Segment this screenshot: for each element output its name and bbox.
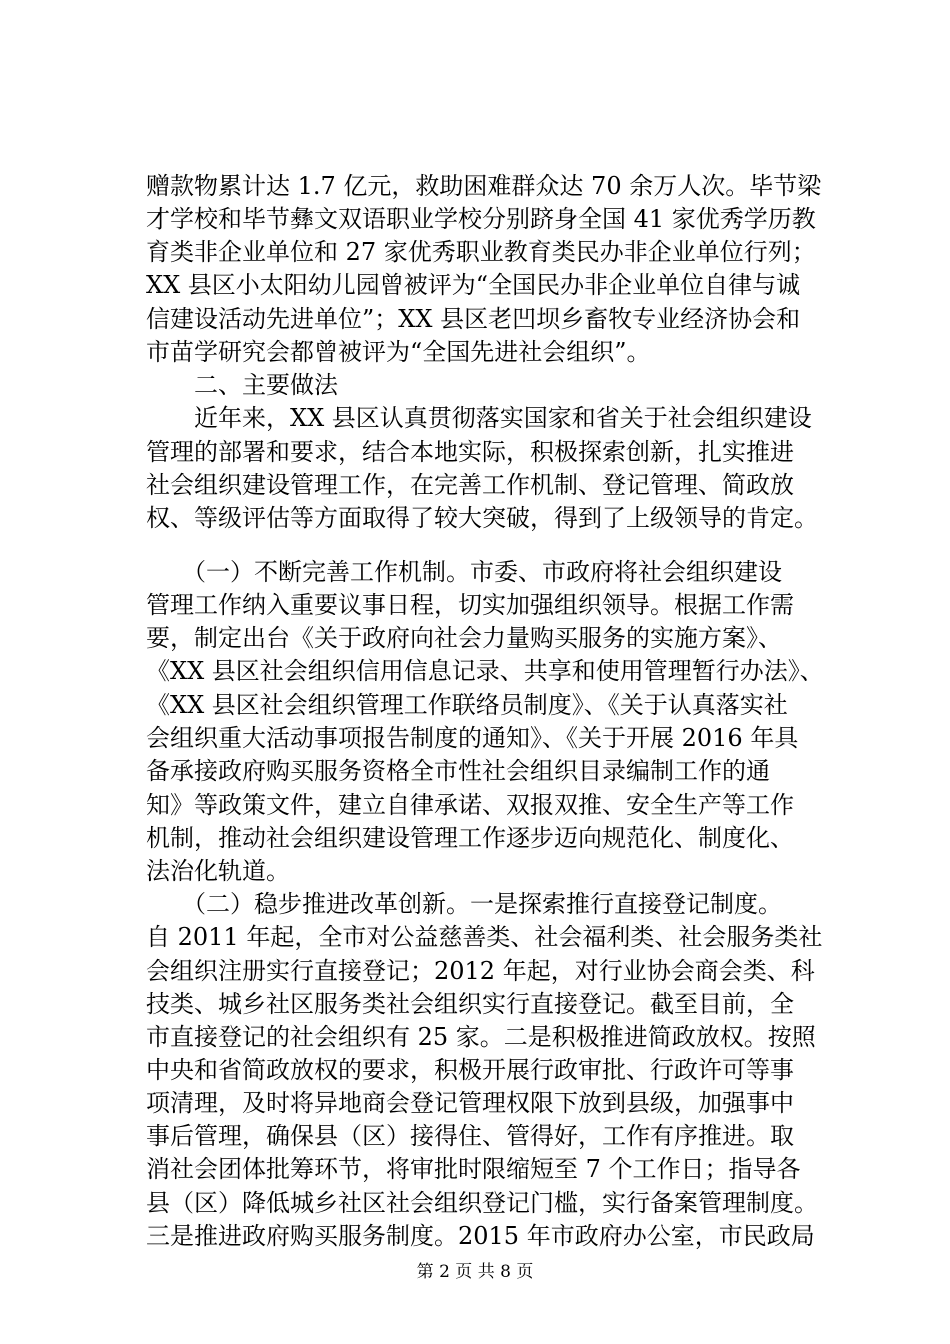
text-line: 才学校和毕节彝文双语职业学校分别跻身全国 41 家优秀学历教 xyxy=(146,205,816,233)
text-line: 要，制定出台《关于政府向社会力量购买服务的实施方案》、 xyxy=(146,624,782,652)
text-line: 会组织重大活动事项报告制度的通知》、《关于开展 2016 年具 xyxy=(146,724,799,752)
text-line: 自 2011 年起，全市对公益慈善类、社会福利类、社会服务类社 xyxy=(146,923,823,951)
text-line: 赠款物累计达 1.7 亿元，救助困难群众达 70 余万人次。毕节梁 xyxy=(146,172,822,200)
text-line: 机制，推动社会组织建设管理工作逐步迈向规范化、制度化、 xyxy=(146,824,794,852)
text-line: 法治化轨道。 xyxy=(146,857,290,885)
text-line: 权、等级评估等方面取得了较大突破，得到了上级领导的肯定。 xyxy=(146,504,818,532)
text-line: XX 县区小太阳幼儿园曾被评为“全国民办非企业单位自律与诚 xyxy=(146,271,801,299)
text-line: 市苗学研究会都曾被评为“全国先进社会组织”。 xyxy=(146,338,651,366)
text-line: 中央和省简政放权的要求，积极开展行政审批、行政许可等事 xyxy=(146,1056,794,1084)
text-line: 《XX 县区社会组织管理工作联络员制度》、《关于认真落实社 xyxy=(146,691,788,719)
text-line: 育类非企业单位和 27 家优秀职业教育类民办非企业单位行列； xyxy=(146,238,816,266)
text-line: 三是推进政府购买服务制度。2015 年市政府办公室，市民政局 xyxy=(146,1222,815,1250)
text-line: 技类、城乡社区服务类社会组织实行直接登记。截至目前，全 xyxy=(146,990,794,1018)
text-line: 市直接登记的社会组织有 25 家。二是积极推进简政放权。按照 xyxy=(146,1023,816,1051)
text-line: 会组织注册实行直接登记；2012 年起，对行业协会商会类、科 xyxy=(146,957,815,985)
text-line: 事后管理，确保县（区）接得住、管得好，工作有序推进。取 xyxy=(146,1122,794,1150)
text-line: 《XX 县区社会组织信用信息记录、共享和使用管理暂行办法》、 xyxy=(146,657,824,685)
text-line: 二、主要做法 xyxy=(146,371,338,399)
text-line: 知》等政策文件，建立自律承诺、双报双推、安全生产等工作 xyxy=(146,791,794,819)
text-line: （一）不断完善工作机制。市委、市政府将社会组织建设 xyxy=(146,558,782,586)
text-line: （二）稳步推进改革创新。一是探索推行直接登记制度。 xyxy=(146,890,782,918)
page-footer: 第 2 页 共 8 页 xyxy=(416,1262,534,1282)
text-line: 社会组织建设管理工作，在完善工作机制、登记管理、简政放 xyxy=(146,471,794,499)
text-line: 近年来，XX 县区认真贯彻落实国家和省关于社会组织建设 xyxy=(146,404,812,432)
text-line: 管理的部署和要求，结合本地实际，积极探索创新，扎实推进 xyxy=(146,438,794,466)
text-line: 备承接政府购买服务资格全市性社会组织目录编制工作的通 xyxy=(146,757,770,785)
text-line: 信建设活动先进单位”；XX 县区老凹坝乡畜牧专业经济协会和 xyxy=(146,305,801,333)
text-line: 项清理，及时将异地商会登记管理权限下放到县级，加强事中 xyxy=(146,1089,794,1117)
text-line: 管理工作纳入重要议事日程，切实加强组织领导。根据工作需 xyxy=(146,591,794,619)
text-line: 县（区）降低城乡社区社会组织登记门槛，实行备案管理制度。 xyxy=(146,1189,818,1217)
text-line: 消社会团体批筹环节，将审批时限缩短至 7 个工作日；指导各 xyxy=(146,1155,801,1183)
